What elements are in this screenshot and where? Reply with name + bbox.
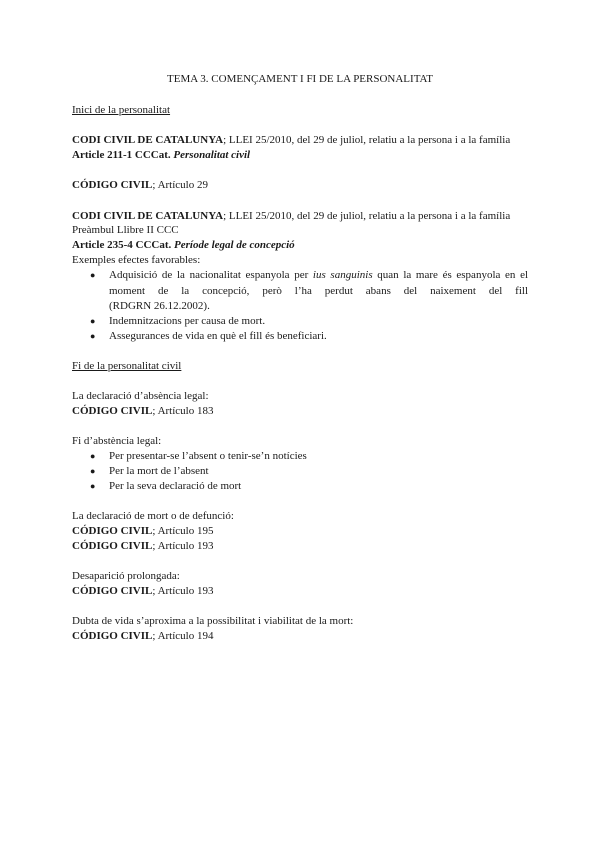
code-article: ; Artículo 195 xyxy=(152,525,214,537)
subsection-label: Desaparició prolongada: xyxy=(72,570,180,582)
latin-term: ius sanguinis xyxy=(312,269,373,281)
article-number: Article 211-1 CCCat. xyxy=(72,149,171,161)
code-article: ; Artículo 194 xyxy=(152,630,214,642)
list-item xyxy=(109,268,528,315)
law-detail: ; LLEI 25/2010, del 29 de juliol, relatiu a la persona i a la família xyxy=(223,210,511,222)
list-item: Per presentar-se l’absent o tenir-se’n notícies xyxy=(109,450,307,462)
article-reference xyxy=(72,524,213,539)
bullet-icon: ● xyxy=(90,466,96,476)
article-reference xyxy=(72,178,208,193)
subsection-label: La declaració de mort o de defunció: xyxy=(72,510,234,522)
code-name: CÓDIGO CIVIL xyxy=(72,540,153,552)
bullet-icon: ● xyxy=(90,270,96,280)
page-title: TEMA 3. COMENÇAMENT I FI DE LA PERSONALITAT xyxy=(167,73,433,85)
code-article: ; Artículo 193 xyxy=(152,585,214,597)
article-reference xyxy=(72,539,213,554)
preamble-reference: Preàmbul Llibre II CCC xyxy=(72,224,179,236)
list-item-line: (RDGRN 26.12.2002). xyxy=(109,300,210,312)
code-name: CÓDIGO CIVIL xyxy=(72,525,153,537)
code-article: ; Artículo 183 xyxy=(152,405,214,417)
law-reference xyxy=(72,133,510,148)
law-detail: ; LLEI 25/2010, del 29 de juliol, relatiu a la persona i a la família xyxy=(223,134,511,146)
list-item-line: Adquisició de la nacionalitat espanyola per ius sanguinis quan la mare és espanyola en el xyxy=(109,269,529,281)
law-name: CODI CIVIL DE CATALUNYA xyxy=(72,134,224,146)
article-title: Personalitat civil xyxy=(173,149,251,161)
law-name: CODI CIVIL DE CATALUNYA xyxy=(72,210,224,222)
list-item: Indemnitzacions per causa de mort. xyxy=(109,315,266,327)
article-reference xyxy=(72,629,213,644)
bullet-icon: ● xyxy=(90,481,96,491)
list-item-line: moment de la concepció, però l’ha perdut abans del naixement del fill xyxy=(109,284,528,297)
article-reference xyxy=(72,404,213,419)
bullet-icon: ● xyxy=(90,451,96,461)
article-reference xyxy=(72,148,250,163)
law-reference xyxy=(72,209,510,224)
list-item: Per la seva declaració de mort xyxy=(109,480,242,492)
article-reference xyxy=(72,584,213,599)
code-name: CÓDIGO CIVIL xyxy=(72,585,153,597)
bullet-icon: ● xyxy=(90,331,96,341)
subsection-label: Dubta de vida s’aproxima a la possibilitat i viabilitat de la mort: xyxy=(72,615,354,627)
article-title: Període legal de concepció xyxy=(174,239,295,251)
section-heading-inici: Inici de la personalitat xyxy=(72,104,171,116)
subsection-label: Fi d’abstència legal: xyxy=(72,435,162,447)
list-item: Per la mort de l’absent xyxy=(109,465,209,477)
article-number: Article 235-4 CCCat. xyxy=(72,239,172,251)
article-reference xyxy=(72,238,295,253)
code-article: ; Artículo 193 xyxy=(152,540,214,552)
code-name: CÓDIGO CIVIL xyxy=(72,405,153,417)
bullet-icon: ● xyxy=(90,316,96,326)
code-name: CÓDIGO CIVIL xyxy=(72,630,153,642)
list-item: Assegurances de vida en què el fill és beneficiari. xyxy=(109,330,327,342)
section-heading-fi: Fi de la personalitat civil xyxy=(72,360,182,372)
examples-label: Exemples efectes favorables: xyxy=(72,254,201,266)
code-article: ; Artículo 29 xyxy=(152,179,208,191)
subsection-label: La declaració d’absència legal: xyxy=(72,390,209,402)
code-name: CÓDIGO CIVIL xyxy=(72,179,153,191)
